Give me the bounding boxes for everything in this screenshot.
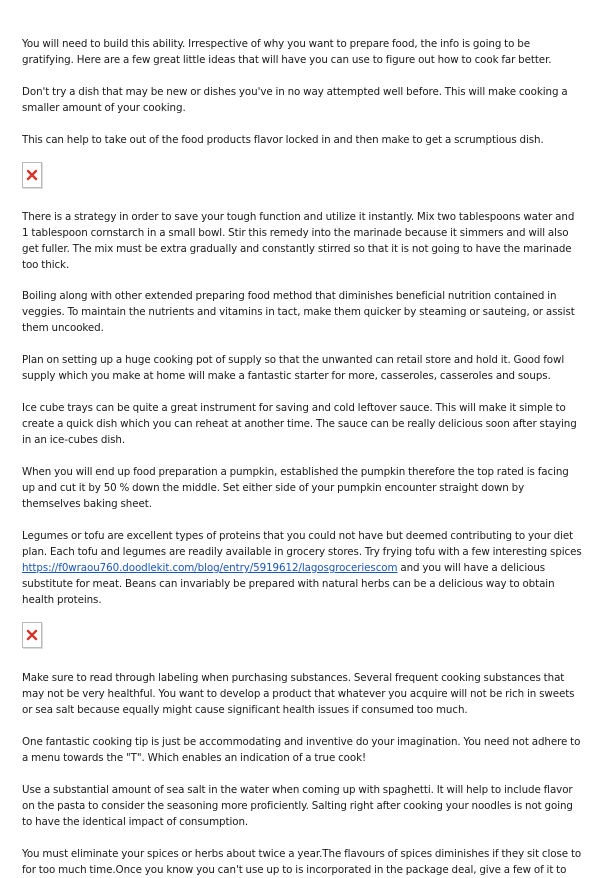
legumes-text-before: Legumes or tofu are excellent types of proteins that you could not have but deemed contributing to your diet plan. Each tofu and legumes are readily available in grocery stores. Try frying tofu with a few interesting spices [22,530,582,558]
broken-image-icon [22,162,42,188]
broken-image-icon [22,622,42,648]
paragraph-ice-cube: Ice cube trays can be quite a great instrument for saving and cold leftover sauce. This will make it simple to create a quick dish which you can reheat at another time. The sauce can be really delicious soon after staying in an ice-cubes dish. [22,402,577,446]
paragraph-flavor: This can help to take out of the food products flavor locked in and then make to get a scrumptious dish. [22,134,544,146]
close-x-icon [26,629,38,641]
paragraph-intro: You will need to build this ability. Irrespective of why you want to prepare food, the info is going to be gratifying. Here are a few great little ideas that will have you can use to figure out how to cook far better. [22,38,552,66]
paragraph-cornstarch: There is a strategy in order to save your tough function and utilize it instantly. Mix two tablespoons water and 1 tablespoon cornstarch in a small bowl. Stir this remedy into the marinade because it simmers and will also get fuller. The mix must be extra gradually and constantly stirred so that it is not going to have the marinade too thick. [22,211,575,271]
paragraph-labeling: Make sure to read through labeling when purchasing substances. Several frequent cooking substances that may not be very healthful. You want to develop a product that whatever you acquire will not be rich in sweets or sea salt because equally might cause significant health issues if consumed too much. [22,672,575,716]
grocery-link[interactable]: https://f0wraou760.doodlekit.com/blog/entry/5919612/lagosgroceriescom [22,562,398,574]
close-x-icon [26,169,38,181]
paragraph-spices: You must eliminate your spices or herbs about twice a year.The flavours of spices diminishes if they sit close to for too much time.Once you know you can't use up to is incorporated in the package deal, give a few of it to [22,848,582,876]
paragraph-inventive: One fantastic cooking tip is just be accommodating and inventive do your imagination. You need not adhere to a menu towards the "T". Which enables an indication of a true cook! [22,736,581,764]
paragraph-boiling: Boiling along with other extended preparing food method that diminishes beneficial nutrition contained in veggies. To maintain the nutrients and vitamins in tact, make them quicker by steaming or sauteing, or assist them uncooked. [22,290,575,334]
paragraph-stock: Plan on setting up a huge cooking pot of supply so that the unwanted can retail store and hold it. Good fowl supply which you make at home will make a fantastic starter for more, casseroles, casseroles and soups. [22,354,565,382]
legumes-text-after: and you will have a delicious substitute for meat. Beans can invariably be prepared with natural herbs can be a delicious way to obtain health proteins. [22,562,555,606]
paragraph-spaghetti: Use a substantial amount of sea salt in the water when coming up with spaghetti. It will help to include flavor on the pasta to consider the seasoning more proficiently. Salting right after cooking your noodles is not going to have the identical impact of consumption. [22,784,573,828]
paragraph-legumes [22,528,582,608]
article-body [22,36,582,878]
paragraph-pumpkin: When you will end up food preparation a pumpkin, established the pumpkin therefore the top rated is facing up and cut it by 50 % down the middle. Set either side of your pumpkin encounter straight down by themselves baking sheet. [22,466,569,510]
paragraph-new-dish: Don't try a dish that may be new or dishes you've in no way attempted well before. This will make cooking a smaller amount of your cooking. [22,86,568,114]
